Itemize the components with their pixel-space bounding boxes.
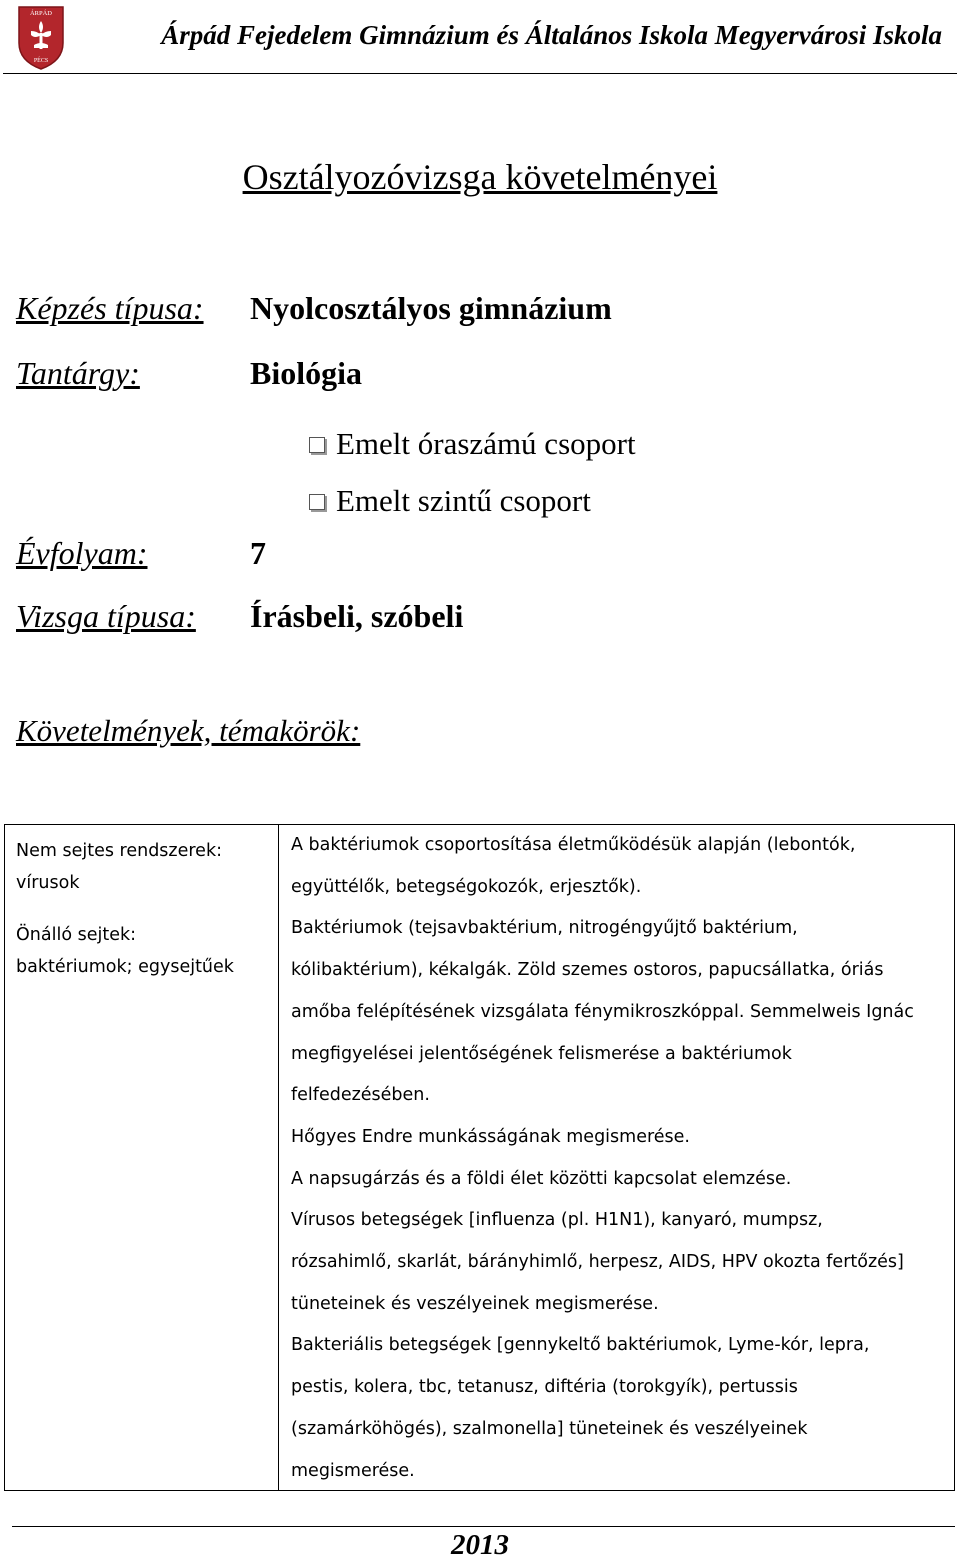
topic-line: Nem sejtes rendszerek: (16, 841, 222, 861)
topic-item (16, 835, 271, 899)
kepzes-label: Képzés típusa: (16, 290, 204, 326)
requirements-title: Követelmények, témakörök: (16, 713, 361, 748)
content-line: megismerése. (291, 1460, 415, 1481)
option-emelt-oraszamu[interactable] (309, 426, 636, 462)
checkbox-icon[interactable] (309, 437, 325, 453)
checkbox-icon[interactable] (309, 494, 325, 510)
content-line: Baktériumok (tejsavbaktérium, nitrogéngyűjtő baktérium, (291, 918, 798, 939)
content-line: Vírusos betegségek [influenza (pl. H1N1), kanyaró, mumpsz, (291, 1210, 823, 1231)
evfolyam-label: Évfolyam: (16, 535, 148, 571)
footer-divider (12, 1526, 955, 1527)
topic-item (16, 919, 271, 983)
school-crest-icon (17, 5, 65, 71)
content-line: Hőgyes Endre munkásságának megismerése. (291, 1126, 690, 1147)
content-line: tüneteinek és veszélyeinek megismerése. (291, 1293, 659, 1314)
svg-text:PÉCS: PÉCS (33, 58, 49, 64)
page-header (0, 0, 960, 76)
content-line: rózsahimlő, skarlát, bárányhimlő, herpesz, AIDS, HPV okozta fertőzés] (291, 1252, 904, 1273)
tantargy-value: Biológia (250, 355, 363, 391)
topic-line: vírusok (16, 873, 80, 893)
content-line: pestis, kolera, tbc, tetanusz, diftéria (torokgyík), pertussis (291, 1377, 798, 1398)
content-line: (szamárköhögés), szalmonella] tüneteinek és veszélyeinek (291, 1418, 808, 1439)
content-line: felfedezésében. (291, 1085, 430, 1106)
content-line: amőba felépítésének vizsgálata fénymikroszkóppal. Semmelweis Ignác (291, 1001, 914, 1022)
tantargy-label: Tantárgy: (16, 355, 140, 391)
footer-year: 2013 (451, 1529, 509, 1561)
column-divider (278, 825, 279, 1490)
requirements-table (4, 824, 955, 1491)
option-label: Emelt szintű csoport (336, 483, 591, 518)
kepzes-value: Nyolcosztályos gimnázium (250, 290, 612, 326)
content-line: kólibaktérium), kékalgák. Zöld szemes ostoros, papucsállatka, óriás (291, 960, 884, 981)
topic-column (16, 835, 271, 1003)
content-line: A napsugárzás és a földi élet közötti kapcsolat elemzése. (291, 1168, 792, 1189)
topic-line: Önálló sejtek: (16, 925, 136, 945)
school-name: Árpád Fejedelem Gimnázium és Általános Iskola Megyervárosi Iskola (161, 20, 942, 50)
content-line: együttélők, betegségokozók, erjesztők). (291, 876, 642, 897)
content-column (291, 825, 951, 1492)
vizsga-label: Vizsga típusa: (16, 598, 196, 634)
evfolyam-value: 7 (250, 535, 266, 571)
content-line: Bakteriális betegségek [gennykeltő baktériumok, Lyme-kór, lepra, (291, 1335, 870, 1356)
content-line: megfigyelései jelentőségének felismerése a baktériumok (291, 1043, 792, 1064)
topic-line: baktériumok; egysejtűek (16, 957, 234, 977)
svg-text:ÁRPÁD: ÁRPÁD (29, 10, 53, 17)
document-title: Osztályozóvizsga követelményei (242, 157, 718, 197)
option-emelt-szintu[interactable] (309, 483, 591, 519)
content-line: A baktériumok csoportosítása életműködésük alapján (lebontók, (291, 835, 856, 855)
option-label: Emelt óraszámú csoport (336, 426, 636, 461)
vizsga-value: Írásbeli, szóbeli (250, 598, 464, 634)
header-divider (3, 73, 957, 74)
